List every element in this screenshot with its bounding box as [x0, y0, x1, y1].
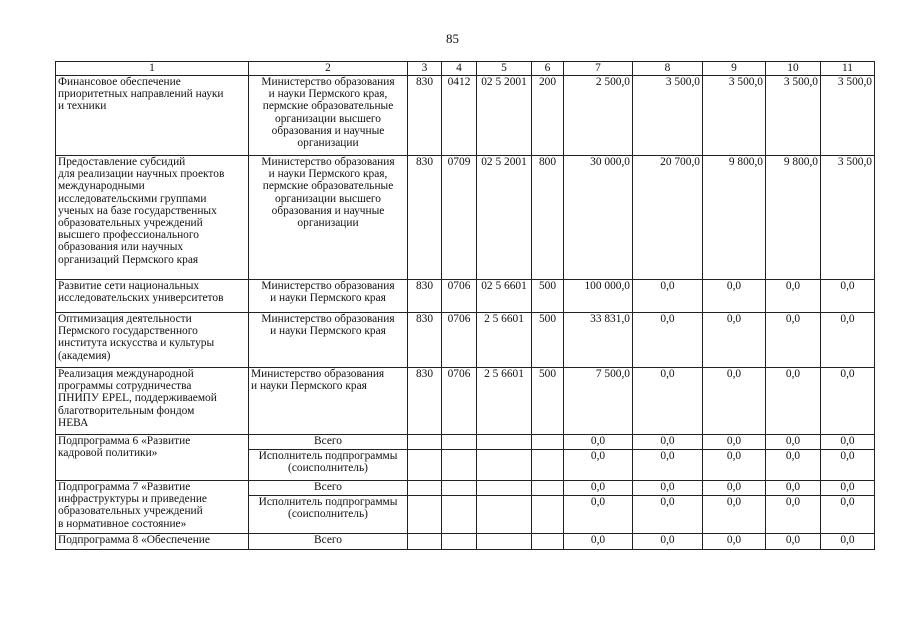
- amount-col9-cell: 0,0: [703, 368, 766, 435]
- expense-type-cell: 500: [532, 368, 564, 435]
- target-code-cell: 2 5 6601: [477, 368, 532, 435]
- table-row: [56, 156, 875, 280]
- ministry-code-cell: 830: [408, 280, 442, 313]
- amount-col11-cell: 0,0: [821, 435, 875, 450]
- ministry-code-cell: 830: [408, 156, 442, 280]
- amount-col8-cell: 0,0: [633, 435, 703, 450]
- column-number-8: 8: [633, 62, 703, 76]
- column-number-4: 4: [442, 62, 477, 76]
- column-number-11: 11: [821, 62, 875, 76]
- ministry-code-cell: 830: [408, 368, 442, 435]
- amount-col11-cell: 0,0: [821, 534, 875, 550]
- target-code-cell: 02 5 2001: [477, 76, 532, 156]
- subprogram-total-label: Всего: [249, 481, 408, 496]
- amount-col11-cell: 3 500,0: [821, 76, 875, 156]
- table-row: [56, 280, 875, 313]
- amount-col7-cell: 7 500,0: [564, 368, 633, 435]
- subprogram-executor-label: Исполнитель подпрограммы (соисполнитель): [249, 450, 408, 481]
- column-number-header-row: [56, 62, 875, 76]
- table-row: [56, 368, 875, 435]
- amount-col8-cell: 0,0: [633, 481, 703, 496]
- activity-name-cell: Реализация международной программы сотрудничества ПНИПУ EPEL, поддерживаемой благотворительным фондом НЕВА: [56, 368, 249, 435]
- amount-col8-cell: 0,0: [633, 496, 703, 534]
- amount-col10-cell: 3 500,0: [766, 76, 821, 156]
- section-code-cell: 0706: [442, 313, 477, 368]
- amount-col11-cell: 0,0: [821, 481, 875, 496]
- amount-col10-cell: 9 800,0: [766, 156, 821, 280]
- amount-col8-cell: 20 700,0: [633, 156, 703, 280]
- amount-col9-cell: 3 500,0: [703, 76, 766, 156]
- amount-col7-cell: 100 000,0: [564, 280, 633, 313]
- target-code-cell: 02 5 6601: [477, 280, 532, 313]
- subprogram-executor-label: Исполнитель подпрограммы (соисполнитель): [249, 496, 408, 534]
- amount-col10-cell: 0,0: [766, 280, 821, 313]
- subprogram-title-cell: Подпрограмма 8 «Обеспечение: [56, 534, 249, 550]
- table-row: [56, 313, 875, 368]
- amount-col10-cell: 0,0: [766, 313, 821, 368]
- expense-type-cell: 500: [532, 313, 564, 368]
- executor-cell: Министерство образования и науки Пермского края, пермские образовательные организации высшего образования и научные организации: [249, 156, 408, 280]
- amount-col8-cell: 3 500,0: [633, 76, 703, 156]
- subprogram-total-row: [56, 435, 875, 450]
- amount-col8-cell: 0,0: [633, 313, 703, 368]
- amount-col8-cell: 0,0: [633, 368, 703, 435]
- ministry-code-cell: 830: [408, 313, 442, 368]
- column-number-9: 9: [703, 62, 766, 76]
- amount-col7-cell: 30 000,0: [564, 156, 633, 280]
- section-code-cell: 0412: [442, 76, 477, 156]
- amount-col7-cell: 0,0: [564, 481, 633, 496]
- page-number: 85: [446, 31, 459, 46]
- amount-col10-cell: 0,0: [766, 496, 821, 534]
- amount-col9-cell: 0,0: [703, 534, 766, 550]
- activity-name-cell: Финансовое обеспечение приоритетных направлений науки и техники: [56, 76, 249, 156]
- section-code-cell: 0706: [442, 280, 477, 313]
- amount-col11-cell: 0,0: [821, 280, 875, 313]
- column-number-2: 2: [249, 62, 408, 76]
- target-code-cell: 02 5 2001: [477, 156, 532, 280]
- amount-col9-cell: 0,0: [703, 496, 766, 534]
- executor-cell: Министерство образования и науки Пермского края: [249, 280, 408, 313]
- activity-name-cell: Развитие сети национальных исследовательских университетов: [56, 280, 249, 313]
- amount-col9-cell: 0,0: [703, 435, 766, 450]
- subprogram-total-row: [56, 534, 875, 550]
- amount-col7-cell: 0,0: [564, 450, 633, 481]
- amount-col8-cell: 0,0: [633, 280, 703, 313]
- amount-col8-cell: 0,0: [633, 450, 703, 481]
- amount-col11-cell: 3 500,0: [821, 156, 875, 280]
- amount-col9-cell: 0,0: [703, 450, 766, 481]
- expense-type-cell: 200: [532, 76, 564, 156]
- amount-col9-cell: 0,0: [703, 313, 766, 368]
- activity-name-cell: Предоставление субсидий для реализации научных проектов международными исследовательскими группами ученых на базе государственных образовательных учреждений высшего профессионального образования или научных организаций Пермского края: [56, 156, 249, 280]
- target-code-cell: 2 5 6601: [477, 313, 532, 368]
- executor-cell: Министерство образования и науки Пермского края: [249, 313, 408, 368]
- amount-col10-cell: 0,0: [766, 450, 821, 481]
- amount-col11-cell: 0,0: [821, 450, 875, 481]
- subprogram-total-label: Всего: [249, 435, 408, 450]
- expense-type-cell: 800: [532, 156, 564, 280]
- budget-table: [55, 61, 875, 550]
- amount-col9-cell: 9 800,0: [703, 156, 766, 280]
- column-number-7: 7: [564, 62, 633, 76]
- amount-col8-cell: 0,0: [633, 534, 703, 550]
- column-number-3: 3: [408, 62, 442, 76]
- subprogram-total-row: [56, 481, 875, 496]
- amount-col9-cell: 0,0: [703, 280, 766, 313]
- amount-col7-cell: 0,0: [564, 435, 633, 450]
- subprogram-title-cell: Подпрограмма 6 «Развитие кадровой политики»: [56, 435, 249, 481]
- amount-col10-cell: 0,0: [766, 368, 821, 435]
- executor-cell: Министерство образования и науки Пермского края, пермские образовательные организации высшего образования и научные организации: [249, 76, 408, 156]
- column-number-6: 6: [532, 62, 564, 76]
- table-row: [56, 76, 875, 156]
- amount-col11-cell: 0,0: [821, 313, 875, 368]
- amount-col7-cell: 0,0: [564, 496, 633, 534]
- amount-col11-cell: 0,0: [821, 496, 875, 534]
- amount-col7-cell: 33 831,0: [564, 313, 633, 368]
- amount-col10-cell: 0,0: [766, 481, 821, 496]
- expense-type-cell: 500: [532, 280, 564, 313]
- amount-col7-cell: 0,0: [564, 534, 633, 550]
- amount-col11-cell: 0,0: [821, 368, 875, 435]
- activity-name-cell: Оптимизация деятельности Пермского государственного института искусства и культуры (академия): [56, 313, 249, 368]
- executor-cell: Министерство образования и науки Пермского края: [249, 368, 408, 435]
- column-number-5: 5: [477, 62, 532, 76]
- amount-col9-cell: 0,0: [703, 481, 766, 496]
- subprogram-total-label: Всего: [249, 534, 408, 550]
- section-code-cell: 0709: [442, 156, 477, 280]
- column-number-1: 1: [56, 62, 249, 76]
- amount-col10-cell: 0,0: [766, 534, 821, 550]
- ministry-code-cell: 830: [408, 76, 442, 156]
- amount-col10-cell: 0,0: [766, 435, 821, 450]
- column-number-10: 10: [766, 62, 821, 76]
- section-code-cell: 0706: [442, 368, 477, 435]
- subprogram-title-cell: Подпрограмма 7 «Развитие инфраструктуры и приведение образовательных учреждений в нормативное состояние»: [56, 481, 249, 534]
- amount-col7-cell: 2 500,0: [564, 76, 633, 156]
